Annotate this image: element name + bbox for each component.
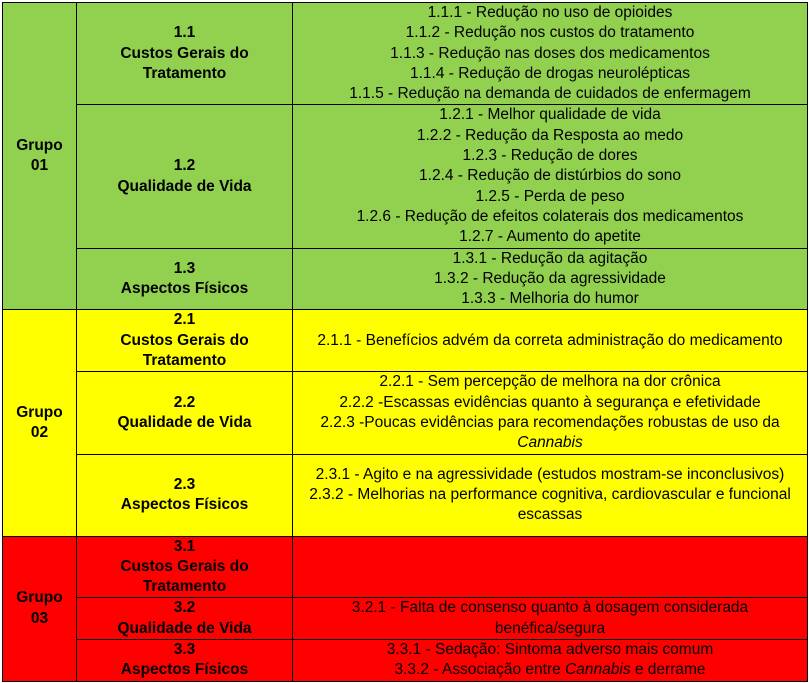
- subgroup-title-line: Custos Gerais do: [120, 44, 249, 62]
- subgroup-number: 2.3: [173, 475, 196, 493]
- subgroup-number: 2.2: [173, 393, 196, 411]
- subgroup-row: [3, 372, 808, 454]
- subgroup-title-cell: [77, 310, 293, 372]
- item-line: 1.1.3 - Redução nas doses dos medicamentos: [390, 44, 710, 62]
- subgroup-title-cell: [77, 105, 293, 248]
- items-cell: [293, 372, 808, 454]
- item-line: 2.2.2 -Escassas evidências quanto à segurança e efetividade: [339, 393, 761, 411]
- item-line: 2.3.2 - Melhorias na performance cognitiva, cardiovascular e funcional escassas: [309, 485, 791, 524]
- item-italic-term: Cannabis: [565, 661, 631, 679]
- item-line: 2.2.1 - Sem percepção de melhora na dor crônica: [379, 373, 721, 391]
- item-line: [296, 660, 804, 680]
- subgroup-title-line: Qualidade de Vida: [117, 619, 252, 637]
- item-line: 1.2.7 - Aumento do apetite: [459, 228, 641, 246]
- group-label-word: Grupo: [16, 403, 63, 421]
- subgroup-title-cell: [77, 454, 293, 536]
- item-text: 3.3.2 - Associação entre: [394, 661, 566, 679]
- item-line: [296, 413, 804, 454]
- subgroup-row: [3, 598, 808, 640]
- item-line: 1.2.6 - Redução de efeitos colaterais dos medicamentos: [356, 207, 744, 225]
- group-label-word: Grupo: [16, 589, 63, 607]
- items-cell: [293, 105, 808, 248]
- subgroup-title-line: Aspectos Físicos: [120, 661, 249, 679]
- item-line: 1.3.2 - Redução da agressividade: [434, 269, 666, 287]
- subgroup-title-line: Tratamento: [142, 578, 227, 596]
- group-label-number: 02: [30, 423, 49, 441]
- item-line: 1.1.2 - Redução nos custos do tratamento: [405, 24, 695, 42]
- subgroup-title-line: Tratamento: [142, 352, 227, 370]
- subgroup-row: [3, 310, 808, 372]
- item-line: 1.2.2 - Redução da Resposta ao medo: [416, 126, 684, 144]
- item-italic-term: Cannabis: [517, 434, 583, 452]
- subgroup-number: 2.1: [173, 311, 196, 329]
- subgroup-title-line: Qualidade de Vida: [117, 413, 252, 431]
- item-line: 1.1.5 - Redução na demanda de cuidados de enfermagem: [349, 85, 751, 103]
- subgroup-number: 1.3: [173, 259, 196, 277]
- item-line: 1.2.4 - Redução de distúrbios do sono: [419, 167, 681, 185]
- item-line: 3.2.1 - Falta de consenso quanto à dosagem considerada benéfica/segura: [351, 599, 749, 637]
- item-line: 2.3.1 - Agito e na agressividade (estudos mostram-se inconclusivos): [315, 465, 785, 483]
- results-table: [2, 2, 808, 682]
- subgroup-title-line: Qualidade de Vida: [117, 177, 252, 195]
- items-cell: [293, 248, 808, 310]
- subgroup-title-cell: [77, 640, 293, 682]
- subgroup-title-cell: [77, 372, 293, 454]
- subgroup-number: 3.1: [173, 537, 196, 555]
- items-cell: [293, 310, 808, 372]
- group-label-cell: [3, 310, 77, 536]
- group-label-number: 03: [30, 609, 49, 627]
- item-line: 1.1.1 - Redução no uso de opioides: [427, 4, 673, 21]
- item-line: 1.2.1 - Melhor qualidade de vida: [439, 106, 661, 124]
- subgroup-row: [3, 536, 808, 598]
- item-line: 1.2.5 - Perda de peso: [475, 187, 625, 205]
- subgroup-title-line: Aspectos Físicos: [120, 280, 249, 297]
- subgroup-number: 3.2: [173, 599, 196, 617]
- item-line: 1.3.3 - Melhoria do humor: [461, 290, 639, 308]
- subgroup-row: [3, 105, 808, 248]
- item-line: 1.3.1 - Redução da agitação: [452, 249, 648, 267]
- subgroup-row: [3, 640, 808, 682]
- items-cell: [293, 3, 808, 105]
- item-line: 2.1.1 - Benefícios advém da correta administração do medicamento: [317, 331, 783, 349]
- subgroup-title-cell: [77, 536, 293, 598]
- item-text: 2.2.3 -Poucas evidências para recomendações robustas de uso da: [320, 413, 780, 431]
- subgroup-title-cell: [77, 248, 293, 310]
- subgroup-row: [3, 3, 808, 105]
- group-label-cell: [3, 3, 77, 310]
- subgroup-title-line: Custos Gerais do: [120, 331, 249, 349]
- item-line: 3.3.1 - Sedação: Sintoma adverso mais comum: [386, 641, 714, 659]
- subgroup-row: [3, 248, 808, 310]
- subgroup-number: 3.3: [173, 641, 196, 659]
- subgroup-title-cell: [77, 598, 293, 640]
- items-cell: [293, 454, 808, 536]
- items-cell: [293, 536, 808, 598]
- group-label-cell: [3, 536, 77, 681]
- subgroup-title-line: Aspectos Físicos: [120, 496, 249, 514]
- group-label-number: 01: [30, 157, 49, 175]
- subgroup-title-cell: [77, 3, 293, 105]
- subgroup-title-line: Custos Gerais do: [120, 557, 249, 575]
- subgroup-number: 1.1: [173, 24, 196, 42]
- item-text: e derrame: [630, 661, 706, 679]
- subgroup-title-line: Tratamento: [142, 64, 227, 82]
- subgroup-number: 1.2: [173, 157, 196, 175]
- items-cell: [293, 598, 808, 640]
- item-line: 1.2.3 - Redução de dores: [462, 147, 638, 165]
- item-line: 1.1.4 - Redução de drogas neurolépticas: [409, 64, 691, 82]
- items-cell: [293, 640, 808, 682]
- results-table-wrapper: [2, 2, 808, 682]
- subgroup-row: [3, 454, 808, 536]
- group-label-word: Grupo: [16, 136, 63, 154]
